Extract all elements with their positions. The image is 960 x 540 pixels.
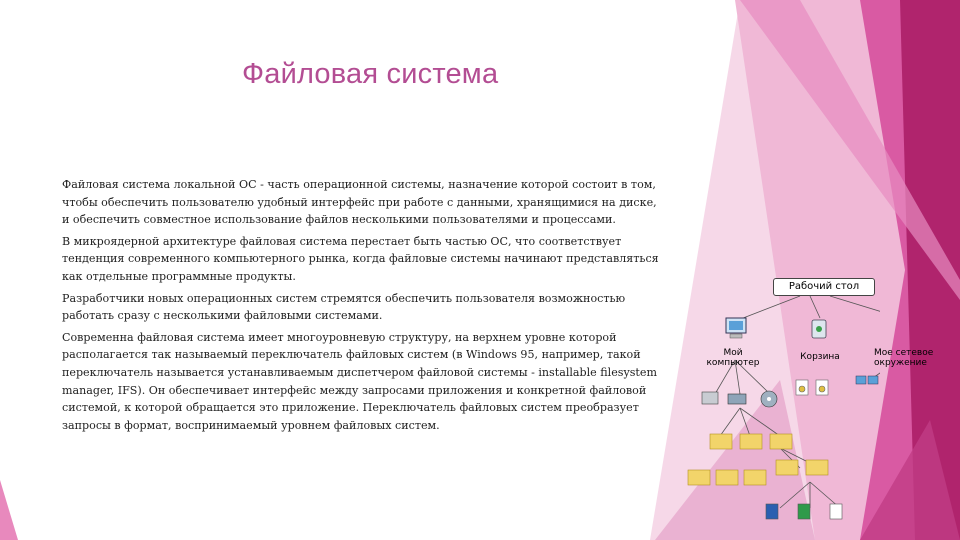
- desktop-node: Рабочий стол: [773, 278, 875, 296]
- folder-icons: [688, 434, 828, 485]
- audio-file-icons: [796, 380, 828, 395]
- paragraph-4: Современна файловая система имеет многоуровневую структуру, на верхнем уровне которой располагается так называемый переключатель файловых систем (в Windows 95, например, такой переключатель называется устанавливаемым диспетчером файловой системы - installable filesystem manager, IFS). Он обеспечивает интерфейс между запросами приложения и конкретной файловой системой, к которой обращается это приложение. Переключатель файловых систем преобразует запросы в формат, воспринимаемый уровнем файловых систем.: [62, 330, 657, 432]
- document-file-icons: [766, 504, 842, 519]
- computer-icon: [726, 318, 746, 338]
- network-label: Мое сетевое окружение: [874, 348, 934, 368]
- paragraph-2: В микроядерной архитектуре файловая система перестает быть частью ОС, что соответствует тенденция современного компьютерного рынка, когда файловые системы начинают представляться как отдельные программные продукты.: [62, 234, 659, 283]
- file-tree-lines: [680, 268, 880, 530]
- recycle-bin-label: Корзина: [800, 352, 840, 362]
- my-computer-label: Мой компьютер: [706, 348, 760, 368]
- network-computers: [856, 376, 878, 384]
- drive-icons: [702, 391, 777, 407]
- slide-title: Файловая система: [242, 58, 499, 90]
- paragraph-1: Файловая система локальной ОС - часть операционной системы, назначение которой состоит в том, чтобы обеспечить пользователю удобный интерфейс при работе с данными, хранящимися на диске, и обеспечить совместное использование файлов несколькими пользователями и процессами.: [62, 178, 657, 227]
- recycle-bin-icon: [812, 320, 826, 338]
- slide-body: [62, 176, 722, 438]
- file-tree-diagram: [680, 268, 934, 530]
- paragraph-3: Разработчики новых операционных систем стремятся обеспечить пользователя возможностью работать сразу с несколькими файловыми системами.: [62, 291, 626, 323]
- left-accent-strip: [0, 480, 18, 540]
